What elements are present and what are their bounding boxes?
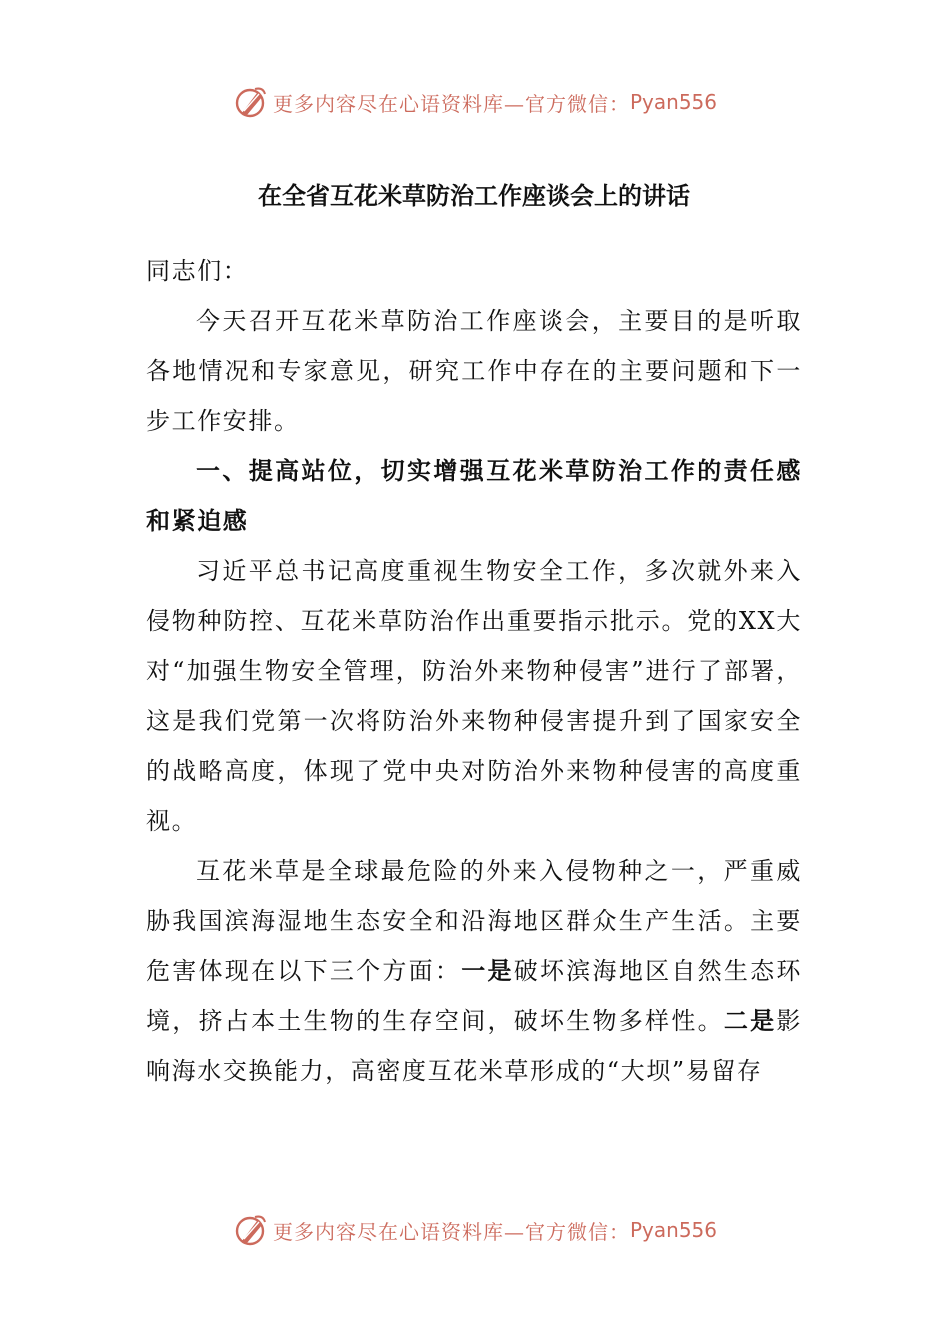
watermark-footer	[0, 1210, 950, 1250]
intro-paragraph: 今天召开互花米草防治工作座谈会，主要目的是听取各地情况和专家意见，研究工作中存在的主要问题和下一步工作安排。	[146, 307, 802, 435]
watermark-header	[0, 82, 950, 122]
point-1-text: 破坏滨海地区自然生态环境，挤占本土生物的生存空间，破坏生物多样性。	[146, 957, 803, 1035]
watermark-text: 更多内容尽在心语资料库—官方微信：	[272, 1219, 630, 1244]
point-2-label: 二是	[723, 1006, 777, 1035]
paragraph-1: 习近平总书记高度重视生物安全工作，多次就外来入侵物种防控、互花米草防治作出重要指示批示。党的XX大对“加强生物安全管理，防治外来物种侵害”进行了部署，这是我们党第一次将防治外来物种侵害提升到了国家安全的战略高度，体现了党中央对防治外来物种侵害的高度重视。	[146, 557, 802, 835]
page-title: 在全省互花米草防治工作座谈会上的讲话	[258, 181, 690, 210]
pen-nib-logo-icon	[233, 84, 269, 120]
salutation: 同志们：	[146, 257, 249, 285]
paragraph-2	[146, 846, 802, 1096]
point-1-label: 一是	[461, 956, 514, 985]
watermark-wechat-id: Pyan556	[629, 1218, 717, 1242]
watermark-text: 更多内容尽在心语资料库—官方微信：	[272, 91, 630, 116]
point-2-text: 影响海水交换能力，高密度互花米草形成的“大坝”易留存	[146, 1007, 803, 1085]
paragraph-2-lead: 互花米草是全球最危险的外来入侵物种之一，严重威胁我国滨海湿地生态安全和沿海地区群众生产生活。主要危害体现在以下三个方面：	[146, 857, 802, 985]
watermark-wechat-id: Pyan556	[629, 90, 717, 114]
section-heading-1: 一、提高站位，切实增强互花米草防治工作的责任感和紧迫感	[146, 456, 802, 535]
document-body	[146, 172, 802, 1096]
pen-nib-logo-icon	[233, 1212, 269, 1248]
